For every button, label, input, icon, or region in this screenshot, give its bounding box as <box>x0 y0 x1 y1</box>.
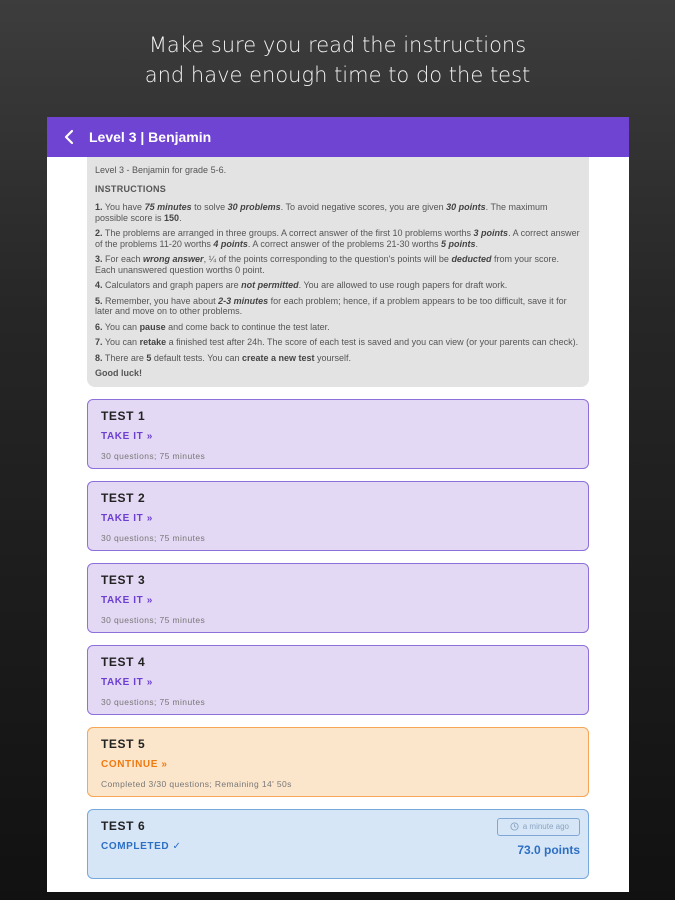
instruction-number: 8. <box>95 352 103 363</box>
instruction-emphasis: deducted <box>451 254 492 264</box>
instruction-text: . A correct answer of the problems 21-30 worths <box>247 238 442 249</box>
test-card-3[interactable] <box>87 563 589 633</box>
instruction-emphasis: create a new test <box>241 352 315 363</box>
instruction-number: 7. <box>95 337 103 347</box>
instruction-number: 6. <box>95 321 103 332</box>
instruction-text: Remember, you have about <box>102 295 219 306</box>
promo-caption <box>0 30 675 90</box>
instruction-emphasis: 3 points <box>473 228 509 238</box>
test-meta: 30 questions; 75 minutes <box>101 614 206 625</box>
test-meta: Completed 3/30 questions; Remaining 14' 50s <box>101 778 292 789</box>
test-card-4[interactable] <box>87 645 589 715</box>
instruction-text: For each <box>102 254 144 264</box>
instruction-emphasis: 75 minutes <box>144 202 192 212</box>
instruction-number: 4. <box>95 280 103 290</box>
instructions-intro: Level 3 - Benjamin for grade 5-6. <box>95 165 227 175</box>
instruction-emphasis: retake <box>139 337 167 347</box>
instruction-emphasis: 150 <box>164 212 180 223</box>
instruction-text: You can <box>102 321 140 332</box>
time-badge <box>497 818 580 836</box>
instruction-item <box>95 337 581 348</box>
instruction-emphasis: 4 points <box>213 238 248 249</box>
time-badge-text: a minute ago <box>522 822 569 831</box>
instruction-text: . <box>475 238 479 249</box>
instruction-text: from your score. Each unanswered question worths 0 point. <box>95 254 559 275</box>
instruction-number: 5. <box>95 295 103 306</box>
instruction-emphasis: pause <box>139 321 166 332</box>
instruction-text: , ¼ of the points corresponding to the question's points will be <box>203 254 452 264</box>
app-screen <box>47 117 629 892</box>
back-button[interactable] <box>51 117 87 157</box>
instruction-text: to solve <box>191 202 228 212</box>
instruction-text: . <box>179 212 182 223</box>
instruction-text: You can <box>102 337 140 347</box>
instruction-number: 1. <box>95 202 103 212</box>
instruction-emphasis: wrong answer <box>143 254 204 264</box>
test-card-5[interactable] <box>87 727 589 797</box>
instruction-number: 3. <box>95 254 103 264</box>
test-action-link[interactable]: COMPLETED ✓ <box>101 840 182 852</box>
test-action-link[interactable]: TAKE IT » <box>101 594 153 606</box>
instruction-item <box>95 353 581 364</box>
instruction-item <box>95 202 581 223</box>
test-card-1[interactable] <box>87 399 589 469</box>
test-title: TEST 1 <box>101 408 146 423</box>
instruction-text: . A correct answer of the problems 11-20 worths <box>95 228 580 249</box>
test-list <box>87 399 589 879</box>
test-meta: 30 questions; 75 minutes <box>101 532 206 543</box>
instruction-text: . You are allowed to use rough papers for draft work. <box>298 280 508 290</box>
instruction-number: 2. <box>95 228 103 238</box>
instructions-list <box>95 202 581 363</box>
instruction-item <box>95 280 581 291</box>
instruction-item <box>95 296 581 317</box>
instruction-item <box>95 228 581 249</box>
instruction-emphasis: 30 problems <box>227 202 281 212</box>
test-card-6[interactable] <box>87 809 589 879</box>
caption-line-2: and have enough time to do the test <box>144 63 531 87</box>
instruction-item <box>95 254 581 275</box>
test-action-link[interactable]: TAKE IT » <box>101 512 153 524</box>
arrow-left-icon <box>61 129 77 145</box>
test-title: TEST 4 <box>101 654 146 669</box>
instruction-text: default tests. You can <box>151 352 242 363</box>
test-action-link[interactable]: CONTINUE » <box>101 758 168 770</box>
test-card-2[interactable] <box>87 481 589 551</box>
test-meta: 30 questions; 75 minutes <box>101 450 206 461</box>
test-title: TEST 3 <box>101 572 146 587</box>
instruction-text: You have <box>102 202 145 212</box>
page-title: Level 3 | Benjamin <box>89 129 212 145</box>
instructions-heading: INSTRUCTIONS <box>95 183 167 194</box>
instruction-text: and come back to continue the test later. <box>165 321 330 332</box>
instruction-emphasis: 30 points <box>446 202 486 212</box>
instruction-text: for each problem; hence, if a problem appears to be too difficult, save it for later and move on to other problems. <box>95 295 567 316</box>
instruction-text: The problems are arranged in three groups. A correct answer of the first 10 problems worths <box>102 228 474 238</box>
instructions-closing: Good luck! <box>95 368 142 378</box>
instructions-panel <box>87 157 589 387</box>
instruction-text: Calculators and graph papers are <box>102 280 242 290</box>
caption-line-1: Make sure you read the instructions <box>148 33 527 57</box>
instruction-text: There are <box>102 352 147 363</box>
test-action-link[interactable]: TAKE IT » <box>101 430 153 442</box>
instruction-emphasis: 5 points <box>441 238 476 249</box>
content-scroll[interactable] <box>87 157 589 879</box>
instruction-text: . To avoid negative scores, you are given <box>280 202 447 212</box>
test-title: TEST 6 <box>101 818 146 833</box>
instruction-emphasis: not permitted <box>241 280 299 290</box>
test-title: TEST 2 <box>101 490 146 505</box>
test-action-link[interactable]: TAKE IT » <box>101 676 153 688</box>
app-bar <box>47 117 629 157</box>
instruction-emphasis: 2-3 minutes <box>218 295 269 306</box>
test-meta: 30 questions; 75 minutes <box>101 696 206 707</box>
instruction-text: yourself. <box>314 352 352 363</box>
test-score: 73.0 points <box>517 842 580 857</box>
instruction-text: . The maximum possible score is <box>95 202 548 223</box>
clock-icon <box>510 822 519 831</box>
instruction-text: a finished test after 24h. The score of each test is saved and you can view (or your parents can check). <box>166 337 579 347</box>
instruction-item <box>95 322 581 333</box>
test-title: TEST 5 <box>101 736 146 751</box>
instruction-emphasis: 5 <box>146 352 152 363</box>
